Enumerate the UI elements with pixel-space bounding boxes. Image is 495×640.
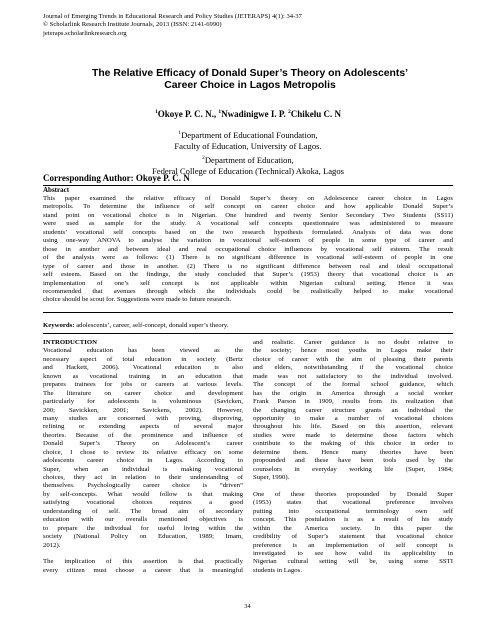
right-column-line: within the America society. In this paper the	[253, 524, 453, 532]
abstract-line: were used as sample for the study. A vocational self concepts questionnaire was administered to measure	[43, 220, 453, 228]
right-column-paragraph-gap	[253, 482, 453, 490]
author-1: Okoye P. C. N.,	[157, 109, 219, 119]
abstract-line: type of career and those in another. (2) There is no significant difference between real and ideal occupational	[43, 262, 453, 270]
right-column-line: preference is an implementation of self concept is	[253, 541, 453, 549]
author-2-affiliation-mark: 1	[218, 109, 222, 115]
right-column-line: determine them. Hence many theories have been	[253, 448, 453, 456]
left-column-line: theories. Because of the prominence and influence of	[43, 431, 243, 439]
journal-header	[43, 13, 302, 38]
paper-title-line-1: The Relative Efficacy of Donald Super’s Theory on Adolescents’	[91, 68, 409, 79]
left-column-line: choice, I chose to review its relative efficacy on some	[43, 448, 243, 456]
right-column	[253, 339, 453, 575]
abstract-line: students’ vocational self concepts based on the two research hypothesis formulated. Analysis of data was done	[43, 228, 453, 236]
left-column-line: Super, when an individual is making vocational	[43, 465, 243, 473]
right-column-line: and elders, notwithstanding if the vocational choice	[253, 364, 453, 372]
right-column-line: Frank Parson in 1909, results from its realization that	[253, 398, 453, 406]
abstract-line: implementation of one’s self concept is not applicable within Nigerian cultural setting. Hence it was	[43, 279, 453, 287]
left-column-line: and Hackett, 2006). Vocational education is also	[43, 364, 243, 372]
left-column-line: choices, they act in relation to their understanding of	[43, 474, 243, 481]
right-column-line: The concept of the formal school guidance, which	[253, 381, 453, 389]
left-column-line: necessary aspect of total education in society (Bertz	[43, 355, 243, 363]
abstract-heading: Abstract	[43, 186, 70, 194]
left-column-line: every citizen must choose a career that is meaningful	[43, 566, 243, 574]
journal-copyright: © Scholarlink Research Institute Journals, 2013 (ISSN: 2141-6990)	[43, 21, 222, 29]
right-column-line: and realistic. Career guidance is no doubt relative to	[253, 339, 453, 346]
journal-citation: Journal of Emerging Trends in Educational Research and Policy Studies (JETERAPS) 4(1): 34-37	[43, 13, 302, 20]
author-2: Nwadinigwe I. P.	[221, 109, 289, 119]
right-column-line: studies were made to determine those factors which	[253, 431, 453, 439]
left-column-line: prepares trainees for jobs or careers at various levels.	[43, 381, 243, 389]
left-column-line: Donald Super’s Theory on Adolescent’s career	[43, 440, 243, 448]
left-column-line: Vocational education has been viewed as the	[43, 347, 243, 355]
keywords-text: adolescents’, career, self-concept, donald super’s theory.	[74, 322, 229, 329]
abstract-body	[43, 195, 453, 305]
right-column-line: concept. This postulation is as a result of his study	[253, 516, 453, 524]
right-column-line: the changing career structure grants an individual the	[253, 406, 453, 414]
abstract-line: those in another and between ideal and real occupational choice influences by vocational self esteem. The result	[43, 245, 453, 253]
left-column-paragraph-gap	[43, 550, 243, 558]
left-column-line: 2012).	[43, 541, 61, 549]
right-column-line: throughout his life. Based on this assertion, relevant	[253, 423, 453, 431]
left-column-line: 200; Savickken, 2001; Savickens, 2002). However,	[43, 406, 243, 414]
left-column-line: understanding of self. The broad aim of secondary	[43, 507, 243, 515]
right-column-line: credibility of Super’s statement that vocational choice	[253, 533, 453, 541]
abstract-line: of the analysis were as follows: (1) There is no significant difference in vocational self-esteem of people in one	[43, 254, 453, 262]
left-column-line: society (National Policy on Education, 1989; Imam,	[43, 533, 243, 541]
right-column-line: students in Lagos.	[253, 566, 302, 574]
left-column	[43, 339, 243, 575]
right-column-line: made was not satisfactory to the individual involved.	[253, 372, 453, 380]
affiliation-2-institution: Federal College of Education (Technical) Akoka, Lagos	[152, 165, 344, 176]
left-column-line: to prepare the individual for useful living within the	[43, 524, 243, 532]
corresponding-author: Corresponding Author: Okoye P. C. N	[43, 173, 190, 183]
abstract-line: choice should be scout for. Suggestions were made to future research.	[43, 296, 232, 304]
right-column-line: has the origin in America through a social worker	[253, 389, 453, 397]
author-list	[43, 107, 453, 120]
right-column-line: Nigerian cultural setting will be, using some SSTI	[253, 558, 453, 566]
paper-title-line-2: Career Choice in Lagos Metropolis	[164, 80, 336, 91]
author-1-affiliation-mark: 1	[154, 109, 158, 115]
left-column-line: education with our overalls mentioned objectives is	[43, 516, 243, 524]
affiliation-2-mark: 2	[202, 154, 205, 161]
right-column-line: (1953) states that vocational preference involves	[253, 499, 453, 507]
right-column-line: Super, 1990).	[253, 474, 290, 481]
right-column-line: the society; hence most youths in Lagos make their	[253, 347, 453, 355]
affiliations	[43, 128, 453, 177]
left-column-line: particularly for adolescents is voluminous (Savicken,	[43, 398, 243, 406]
left-column-line: adolescents career choice in Lagos. According to	[43, 457, 243, 465]
right-column-line: opportunity to make a number of vocational choices	[253, 414, 453, 422]
abstract-line: stand point on vocational choice is in Nigerian. One hundred and twenty Senior Secondary Two Students (SS11)	[43, 211, 453, 219]
left-column-line: The literature on career choice and development	[43, 389, 243, 397]
page-number: 34	[244, 603, 251, 610]
paper-title	[70, 68, 430, 92]
right-column-line: choice of career with the aim of pleasing their parents	[253, 355, 453, 363]
affiliation-1-department: Department of Educational Foundation,	[181, 129, 318, 140]
left-column-line: many studies are concerned with proving, disproving,	[43, 414, 243, 422]
right-column-line: investigated to see how valid its applicability in	[253, 549, 453, 557]
journal-website[interactable]: jeteraps.scholarlinkresearch.org	[43, 29, 127, 37]
left-column-line: The implication of this assertion is that practically	[43, 558, 243, 566]
author-3: Chikelu C. N	[290, 109, 342, 119]
right-column-line: putting into occupational terminology own self	[253, 507, 453, 515]
abstract-bottom-rule	[43, 312, 453, 313]
left-column-line: satisfying vocational choices requires a good	[43, 499, 243, 507]
left-column-line: by self-concepts. What would follow is that making	[43, 490, 243, 498]
left-column-line: themselves. Psychologically career choice is “driven”	[43, 482, 243, 490]
keywords-label: Keywords:	[43, 322, 75, 329]
abstract-line: using one-way ANOVA to analyse the variation in vocational self-esteem of people in some type of career and	[43, 237, 453, 245]
affiliation-1-mark: 1	[178, 130, 182, 136]
abstract-line: self esteem. Based on the findings, the study concluded that Super’s (1953) theory that vocational choice is an	[43, 271, 453, 279]
left-column-line: known as vocational training in an education that	[43, 372, 243, 380]
right-column-line: One of these theories propounded by Donald Super	[253, 490, 453, 498]
abstract-line: recommended that avenues through which the individuals could be realistically helped to make vocational	[43, 287, 453, 295]
affiliation-2-department: Department of Education,	[204, 154, 294, 165]
keywords-bottom-rule	[43, 333, 453, 334]
abstract-top-rule	[43, 185, 453, 186]
right-column-line: contribute to the making of this choice in order to	[253, 440, 453, 448]
abstract-line: This paper examined the relative efficacy of Donald Super’s theory on Adolescence career choice in Lagos	[43, 195, 453, 202]
author-3-affiliation-mark: 2	[288, 109, 291, 115]
affiliation-1-institution: Faculty of Education, University of Lagos.	[174, 141, 322, 152]
abstract-line: metropolis. To determine the influence of self concept on career choice and how applicable Donald Super’s	[43, 203, 453, 211]
left-column-line: refining or extending aspects of several major	[43, 423, 243, 431]
introduction-heading: INTRODUCTION	[43, 339, 98, 346]
right-column-line: propounded and these have been tools used by the	[253, 457, 453, 465]
keywords	[43, 322, 228, 330]
right-column-line: counselors in everyday working life (Super, 1984;	[253, 465, 453, 473]
